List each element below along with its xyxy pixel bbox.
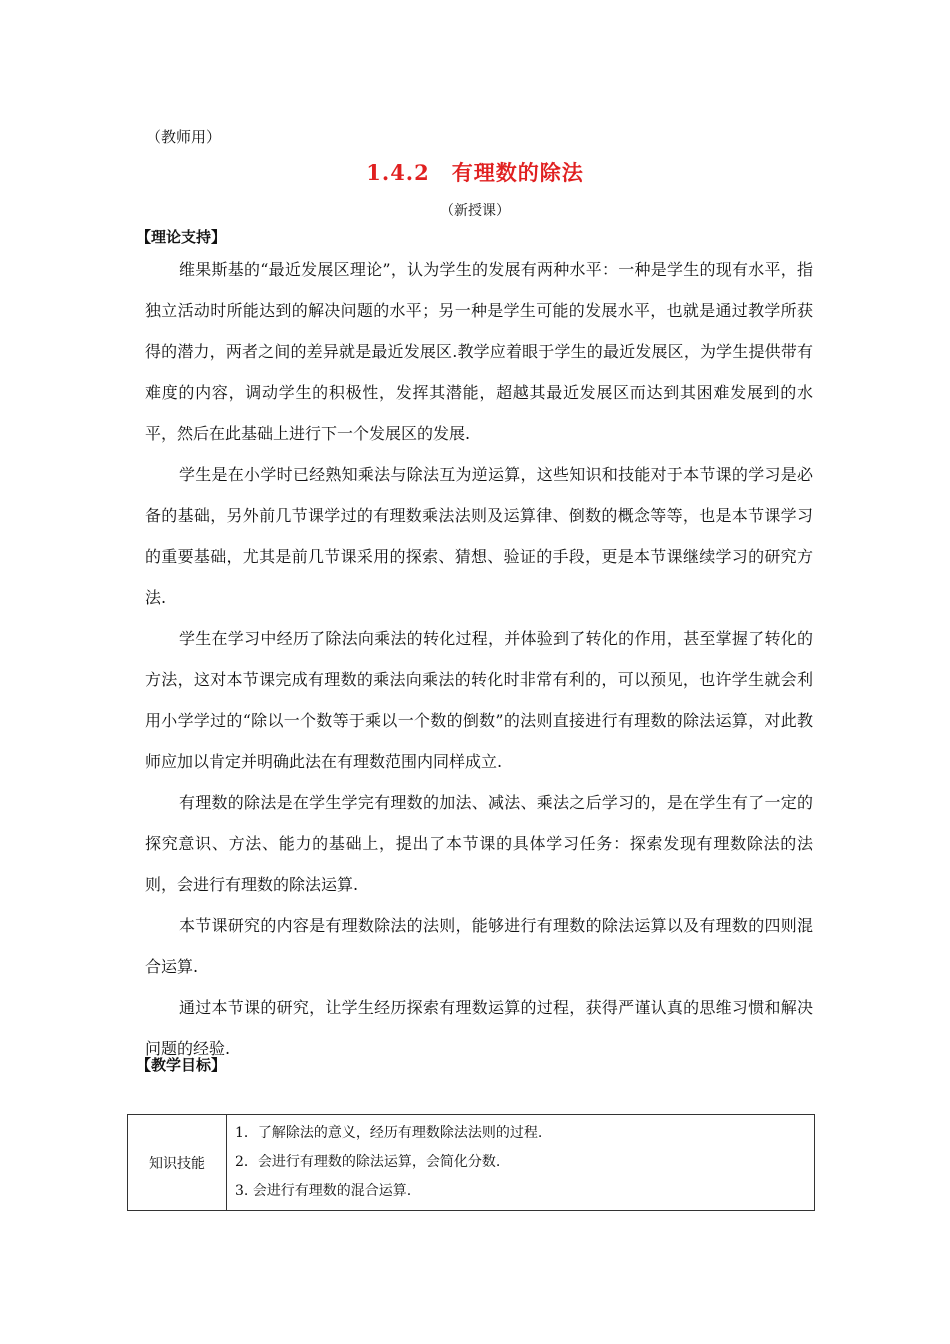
goal-item: 3. 会进行有理数的混合运算. (235, 1183, 412, 1199)
theory-paragraph: 有理数的除法是在学生学完有理数的加法、减法、乘法之后学习的，是在学生有了一定的探究意识、方法、能力的基础上，提出了本节课的具体学习任务：探索发现有理数除法的法则，会进行有理数的除法运算. (145, 793, 813, 894)
lesson-type: （新授课） (440, 203, 510, 219)
theory-paragraph: 学生是在小学时已经熟知乘法与除法互为逆运算，这些知识和技能对于本节课的学习是必备的基础，另外前几节课学过的有理数乘法法则及运算律、倒数的概念等等，也是本节课学习的重要基础，尤其是前几节课采用的探索、猜想、验证的手段，更是本节课继续学习的研究方法. (145, 465, 813, 607)
theory-paragraph: 本节课研究的内容是有理数除法的法则，能够进行有理数的除法运算以及有理数的四则混合运算. (145, 916, 813, 976)
theory-paragraph: 维果斯基的“最近发展区理论”，认为学生的发展有两种水平：一种是学生的现有水平，指独立活动时所能达到的解决问题的水平；另一种是学生可能的发展水平，也就是通过教学所获得的潜力，两者之间的差异就是最近发展区.教学应着眼于学生的最近发展区，为学生提供带有难度的内容，调动学生的积极性，发挥其潜能，超越其最近发展区而达到其困难发展到的水平，然后在此基础上进行下一个发展区的发展. (145, 260, 813, 443)
goal-category: 知识技能 (128, 1115, 227, 1211)
table-row (128, 1115, 815, 1211)
goal-items (227, 1115, 815, 1211)
lesson-title: 1.4.2 有理数的除法 (366, 160, 584, 185)
theory-paragraph: 通过本节课的研究，让学生经历探索有理数运算的过程，获得严谨认真的思维习惯和解决问题的经验. (145, 998, 813, 1058)
goals-table (127, 1114, 815, 1211)
audience-label: （教师用） (146, 128, 222, 146)
goal-item: 1．了解除法的意义，经历有理数除法法则的过程. (235, 1125, 543, 1141)
goal-item: 2．会进行有理数的除法运算，会简化分数. (235, 1154, 501, 1170)
goals-heading: 【教学目标】 (136, 1056, 227, 1074)
theory-paragraph: 学生在学习中经历了除法向乘法的转化过程，并体验到了转化的作用，甚至掌握了转化的方法，这对本节课完成有理数的乘法向乘法的转化时非常有利的，可以预见，也许学生就会利用小学学过的“除以一个数等于乘以一个数的倒数”的法则直接进行有理数的除法运算，对此教师应加以肯定并明确此法在有理数范围内同样成立. (145, 629, 813, 771)
theory-heading: 【理论支持】 (136, 228, 227, 246)
